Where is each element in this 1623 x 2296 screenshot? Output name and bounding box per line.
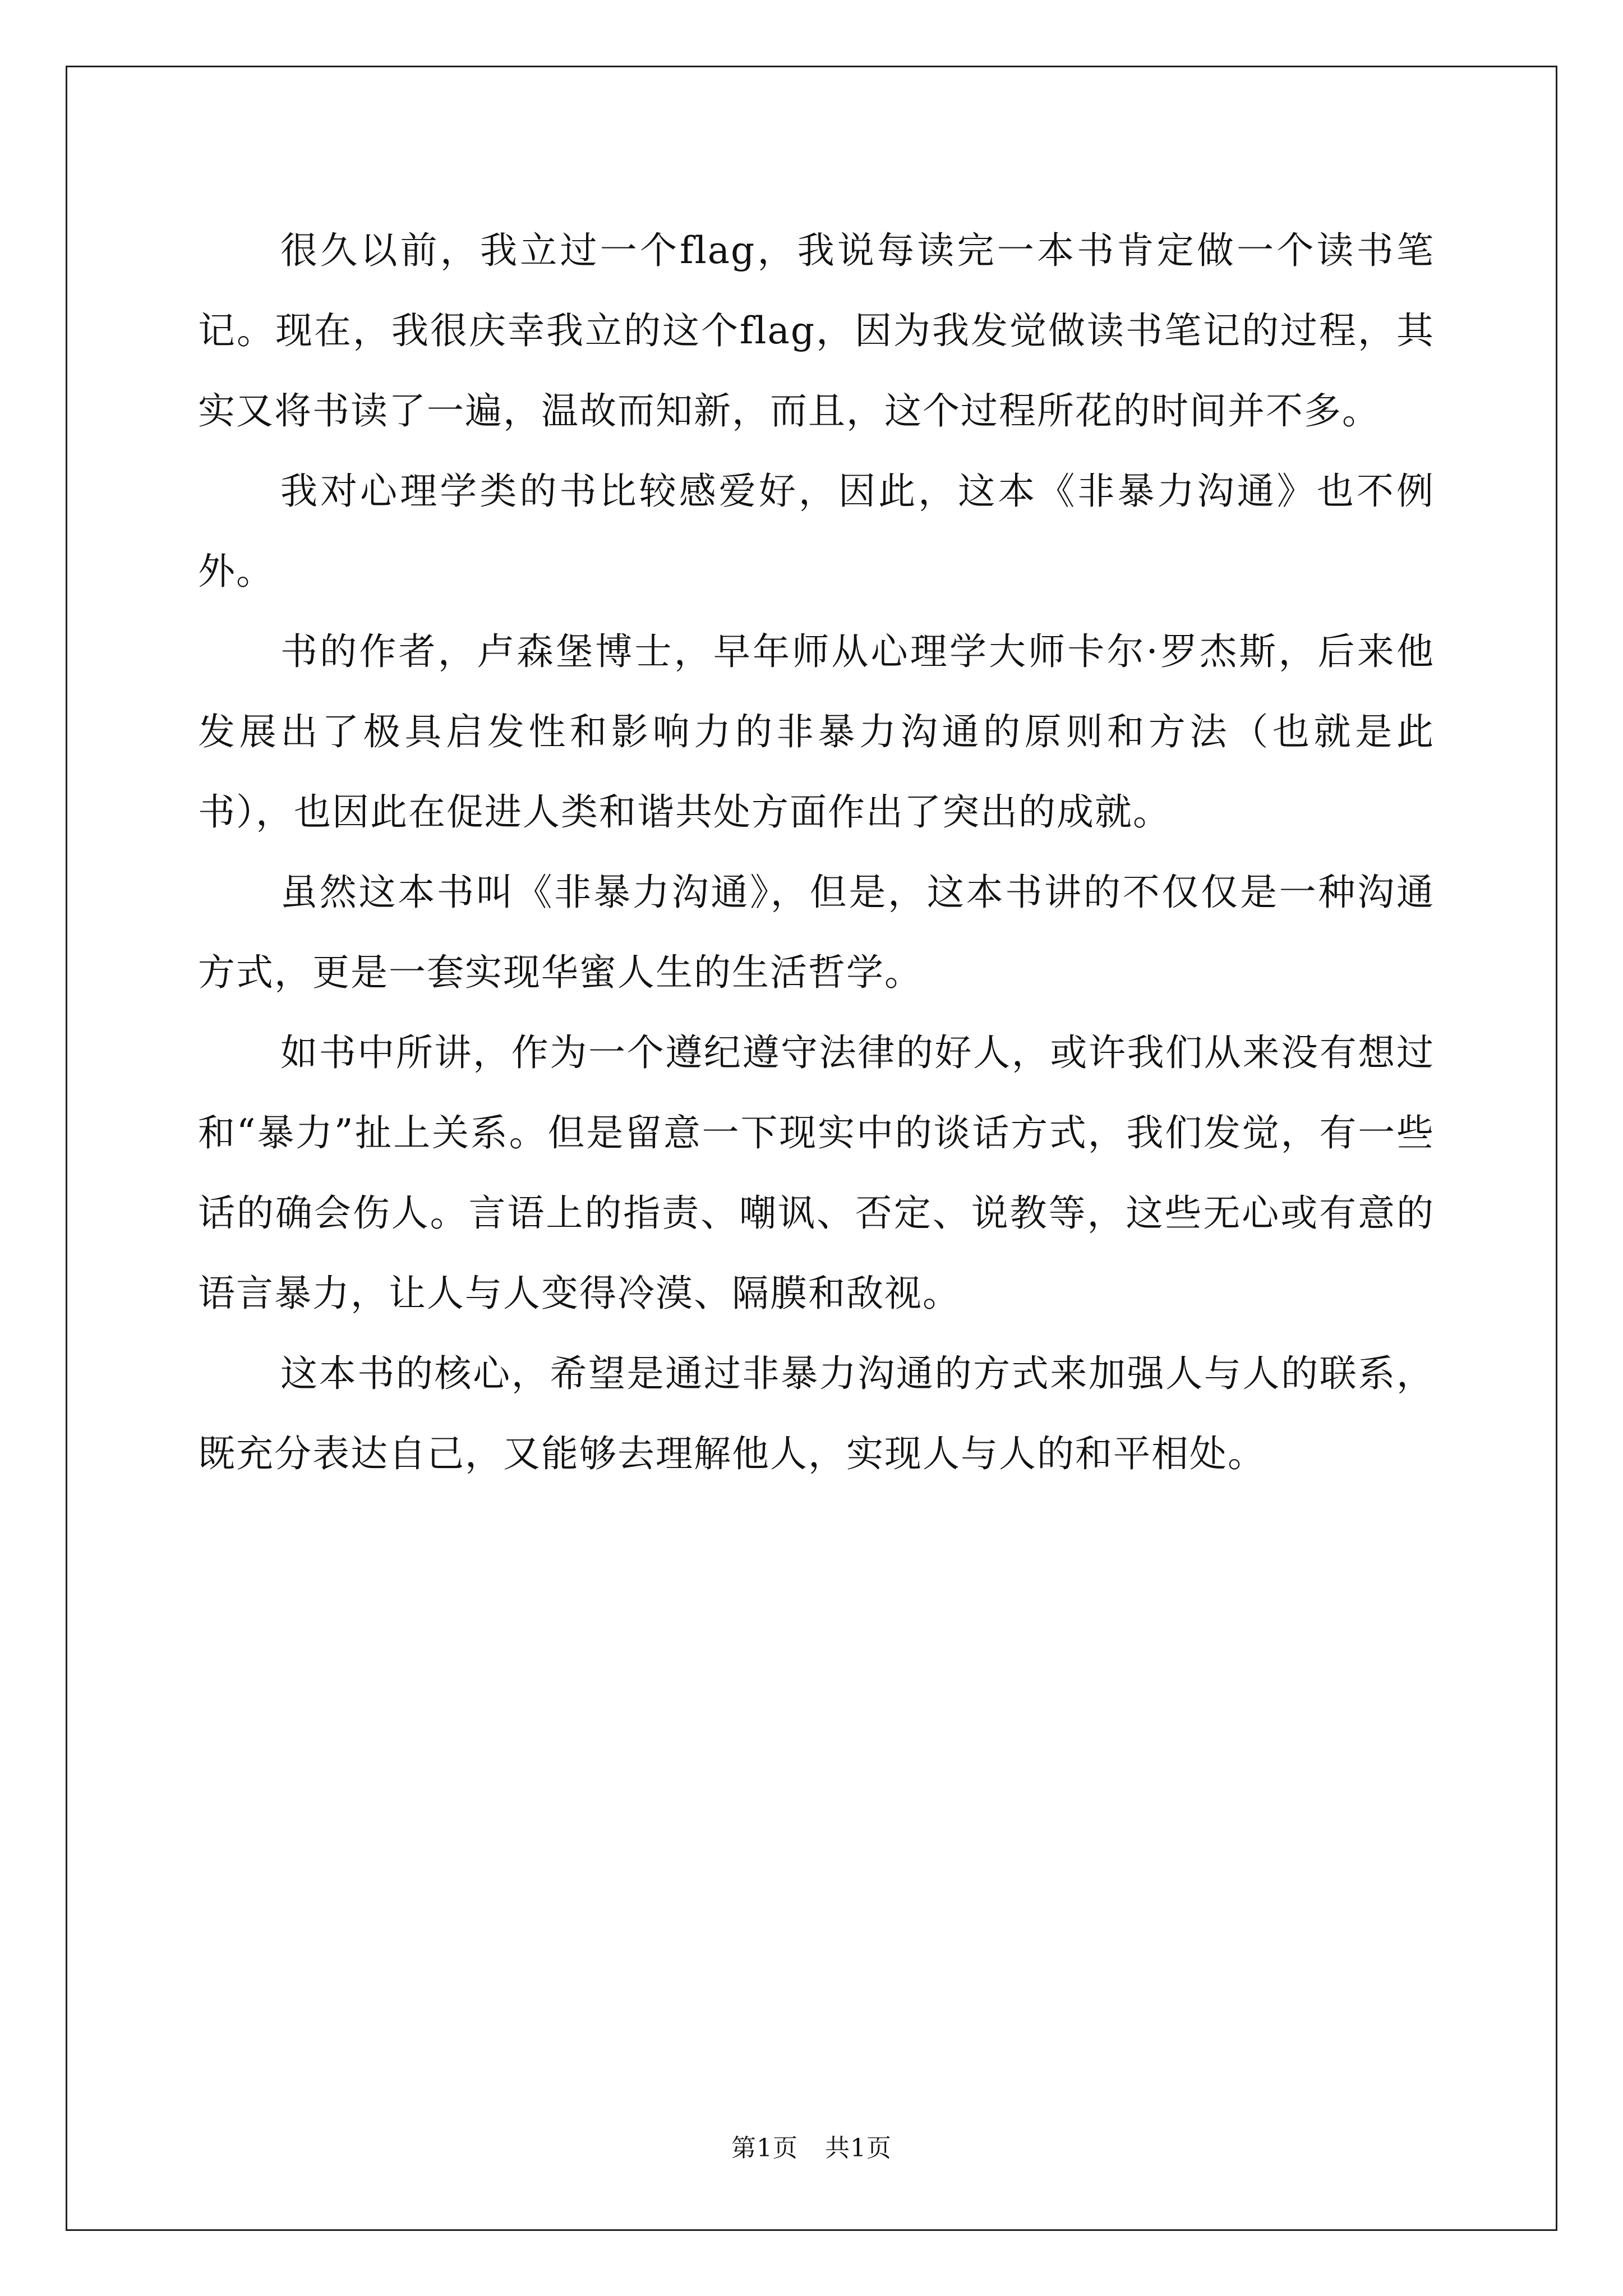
document-body [198,210,1435,1494]
page-total: 共1页 [825,2134,892,2162]
paragraph: 虽然这本书叫《非暴力沟通》，但是，这本书讲的不仅仅是一种沟通方式，更是一套实现华蜜人生的生活哲学。 [198,871,1435,994]
paragraph: 如书中所讲，作为一个遵纪遵守法律的好人，或许我们从来没有想过和“暴力”扯上关系。但是留意一下现实中的谈话方式，我们发觉，有一些话的确会伤人。言语上的指责、嘲讽、否定、说教等，这些无心或有意的语言暴力，让人与人变得冷漠、隔膜和敌视。 [198,1031,1435,1315]
paragraph: 书的作者，卢森堡博士，早年师从心理学大师卡尔·罗杰斯，后来他发展出了极具启发性和影响力的非暴力沟通的原则和方法（也就是此书），也因此在促进人类和谐共处方面作出了突出的成就。 [198,630,1435,834]
paragraph: 很久以前，我立过一个flag，我说每读完一本书肯定做一个读书笔记。现在，我很庆幸我立的这个flag，因为我发觉做读书笔记的过程，其实又将书读了一遍，温故而知新，而且，这个过程所花的时间并不多。 [198,229,1435,432]
page-number: 第1页 [731,2134,798,2162]
paragraph: 这本书的核心，希望是通过非暴力沟通的方式来加强人与人的联系，既充分表达自己，又能够去理解他人，实现人与人的和平相处。 [198,1352,1435,1475]
paragraph: 我对心理学类的书比较感爱好，因此，这本《非暴力沟通》也不例外。 [198,470,1435,593]
page-footer [0,2132,1623,2165]
